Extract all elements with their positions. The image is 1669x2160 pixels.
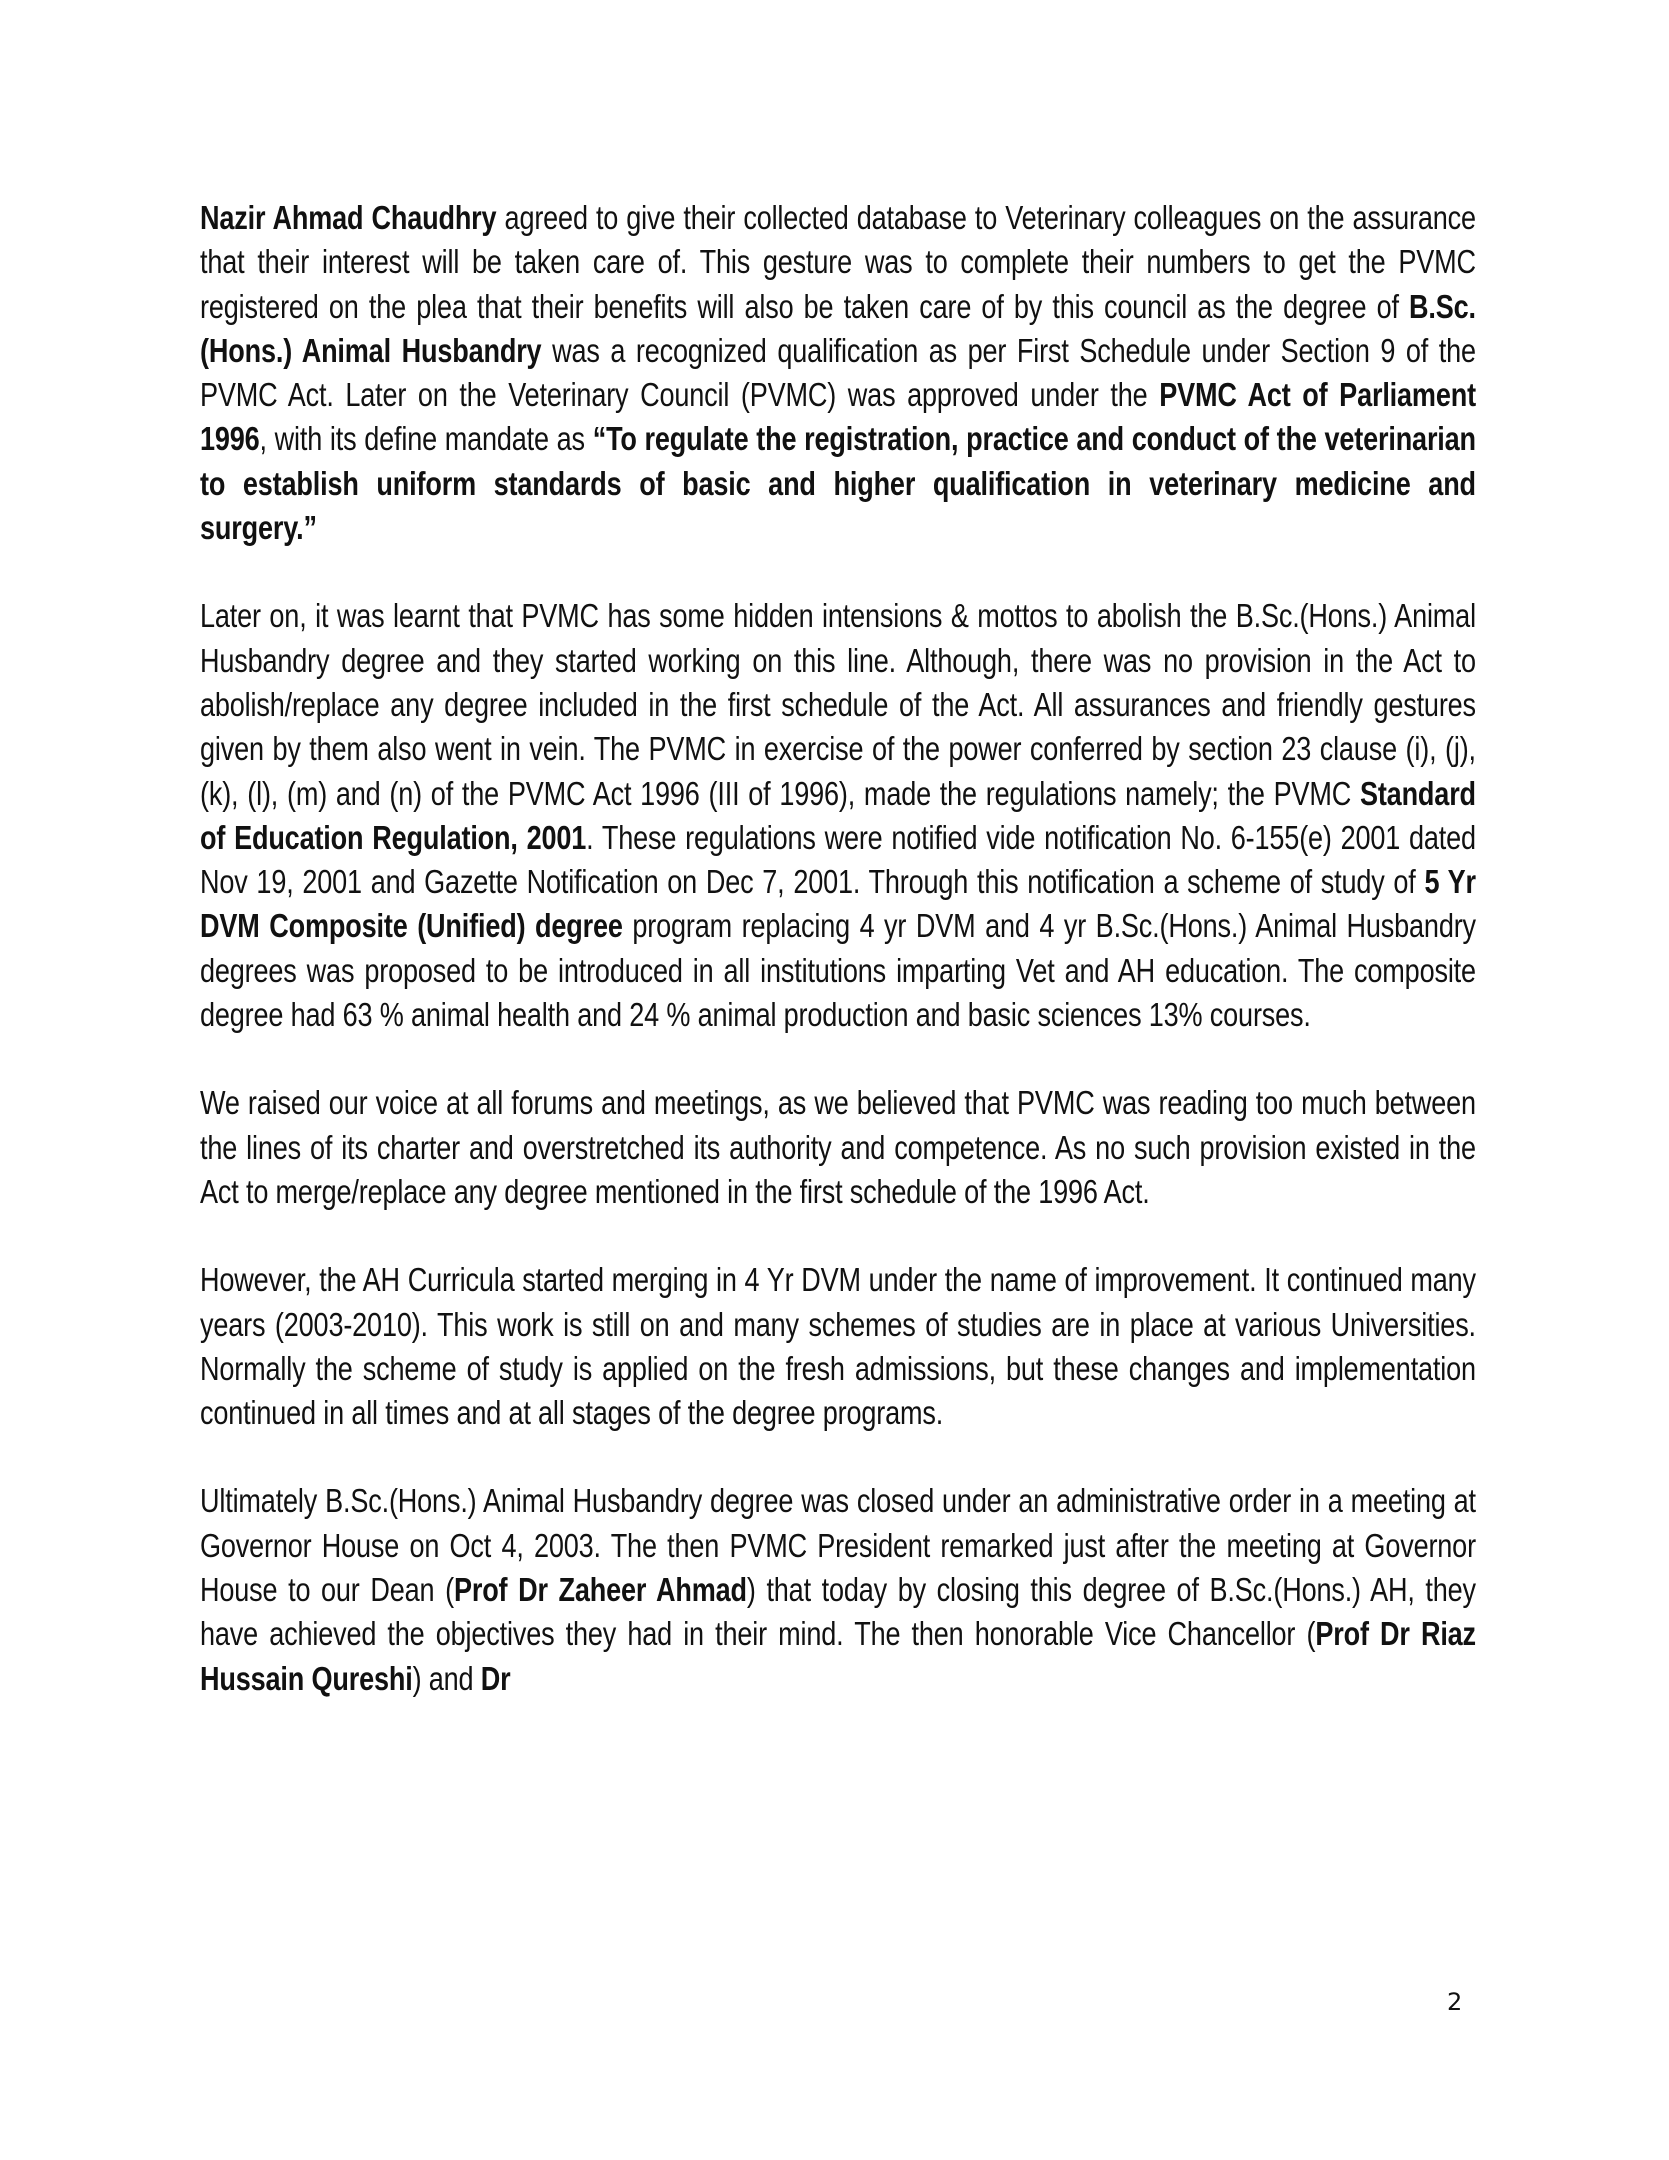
bold-text: B.Sc.(Hons.) Animal Husbandry bbox=[200, 287, 1476, 369]
body-text: Ultimately B.Sc.(Hons.) Animal Husbandry degree was closed under an administrative order in a meeting at Governor House on Oct 4, 2003. The then PVMC President remarked just after the meeting at Governor House to our Dean ( bbox=[200, 1482, 1476, 1609]
bold-text: Dr bbox=[480, 1659, 511, 1697]
body-text: , with its define mandate as bbox=[259, 420, 593, 458]
body-text: Later on, it was learnt that PVMC has some hidden intensions & mottos to abolish the B.Sc.(Hons.) Animal Husbandry degree and they started working on this line. Although, there was no provision in the Act to abolish/replace any degree included in the first schedule of the Act. All assurances and friendly gestures given by them also went in vein. The PVMC in exercise of the power conferred by section 23 clause (i), (j), (k), (l), (m) and (n) of the PVMC Act 1996 (III of 1996), made the regulations namely; the PVMC bbox=[200, 597, 1476, 812]
body-text: agreed to give their collected database to Veterinary colleagues on the assurance that their interest will be taken care of. This gesture was to complete their numbers to get the PVMC registered on the plea that their benefits will also be taken care of by this council as the degree of bbox=[200, 199, 1476, 325]
bold-text: Prof Dr Zaheer Ahmad bbox=[453, 1571, 747, 1609]
paragraph-3 bbox=[200, 1081, 1476, 1214]
page-number: 2 bbox=[1447, 1988, 1463, 2016]
body-text: ) and bbox=[412, 1659, 481, 1697]
body-text: . These regulations were notified vide notification No. 6-155(e) 2001 dated Nov 19, 2001 and Gazette Notification on Dec 7, 2001. Through this notification a scheme of study of bbox=[200, 818, 1476, 901]
body-text: was a recognized qualification as per First Schedule under Section 9 of the PVMC Act. Later on the Veterinary Council (PVMC) was approved under the bbox=[200, 331, 1476, 414]
mandate-quote: “To regulate the registration, practice and conduct of the veterinarian to establish uniform standards of basic and higher qualification in veterinary medicine and surgery.” bbox=[200, 420, 1476, 547]
bold-text: PVMC Act of Parliament 1996 bbox=[200, 376, 1476, 458]
paragraph-2 bbox=[200, 594, 1476, 1037]
body-text: ) that today by closing this degree of B.Sc.(Hons.) AH, they have achieved the objectives they had in their mind. The then honorable Vice Chancellor ( bbox=[200, 1571, 1476, 1653]
bold-text: 5 Yr DVM Composite (Unified) degree bbox=[200, 863, 1476, 945]
paragraph-5 bbox=[200, 1479, 1476, 1700]
bold-text: Standard of Education Regulation, 2001 bbox=[200, 774, 1476, 856]
body-text: program replacing 4 yr DVM and 4 yr B.Sc.(Hons.) Animal Husbandry degrees was proposed to be introduced in all institutions imparting Vet and AH education. The composite degree had 63 % animal health and 24 % animal production and basic sciences 13% courses. bbox=[200, 907, 1476, 1034]
paragraph-1 bbox=[200, 196, 1476, 550]
bold-text: Prof Dr Riaz Hussain Qureshi bbox=[200, 1615, 1476, 1697]
body-text: However, the AH Curricula started merging in 4 Yr DVM under the name of improvement. It continued many years (2003-2010). This work is still on and many schemes of studies are in place at various Universities. Normally the scheme of study is applied on the fresh admissions, but these changes and implementation continued in all times and at all stages of the degree programs. bbox=[200, 1261, 1476, 1432]
document-page bbox=[200, 196, 1476, 1745]
paragraph-4 bbox=[200, 1258, 1476, 1435]
bold-text: Nazir Ahmad Chaudhry bbox=[200, 199, 497, 236]
body-text: We raised our voice at all forums and meetings, as we believed that PVMC was reading too much between the lines of its charter and overstretched its authority and competence. As no such provision existed in the Act to merge/replace any degree mentioned in the first schedule of the 1996 Act. bbox=[200, 1084, 1476, 1210]
